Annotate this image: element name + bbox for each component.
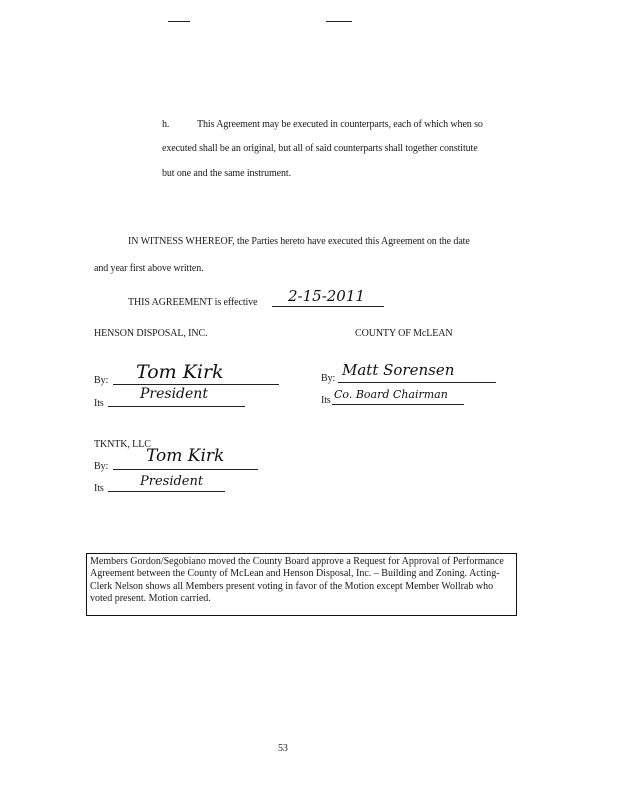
clause-line-3: but one and the same instrument. xyxy=(162,168,291,179)
tkntk-its-line xyxy=(108,491,225,492)
clause-line-2: executed shall be an original, but all of said counterparts shall together constitute xyxy=(162,143,478,154)
tkntk-by-line xyxy=(113,469,258,470)
witness-line-2: and year first above written. xyxy=(94,263,204,274)
witness-line-1: IN WITNESS WHEREOF, the Parties hereto have executed this Agreement on the date xyxy=(128,236,470,247)
henson-name: HENSON DISPOSAL, INC. xyxy=(94,328,208,339)
tkntk-by-label: By: xyxy=(94,461,109,472)
scan-mark-line xyxy=(326,21,352,22)
county-signature: Matt Sorensen xyxy=(342,361,455,379)
effective-label: THIS AGREEMENT is effective xyxy=(128,297,258,308)
page-number: 53 xyxy=(278,743,288,754)
tkntk-title: President xyxy=(140,474,204,489)
motion-note-box xyxy=(86,553,517,616)
tkntk-signature: Tom Kirk xyxy=(146,446,225,466)
henson-its-line xyxy=(108,406,245,407)
henson-its-label: Its xyxy=(94,398,104,409)
county-its-line xyxy=(332,404,464,405)
county-by-line xyxy=(338,382,496,383)
scan-mark-line xyxy=(168,21,190,22)
tkntk-name: TKNTK, LLC xyxy=(94,439,151,450)
county-its-label: Its xyxy=(321,395,331,406)
county-by-label: By: xyxy=(321,373,336,384)
county-name: COUNTY OF McLEAN xyxy=(355,328,453,339)
tkntk-its-label: Its xyxy=(94,483,104,494)
henson-title: President xyxy=(140,386,208,402)
henson-by-line xyxy=(113,384,279,385)
motion-note: Members Gordon/Segobiano moved the County Board approve a Request for Approval of Performance Agreement between the County of McLean and Henson Disposal, Inc. – Building and Zoning. Acting-Clerk Nelson shows all Members present voting in favor of the Motion except Member Wollrab who voted present. Motion carried. xyxy=(90,556,504,605)
henson-signature: Tom Kirk xyxy=(136,361,224,383)
effective-date: 2-15-2011 xyxy=(288,287,365,305)
clause-line-1: This Agreement may be executed in counterparts, each of which when so xyxy=(197,119,483,130)
henson-by-label: By: xyxy=(94,375,109,386)
effective-date-line xyxy=(272,306,384,307)
county-title: Co. Board Chairman xyxy=(334,388,448,401)
clause-letter: h. xyxy=(162,119,170,130)
